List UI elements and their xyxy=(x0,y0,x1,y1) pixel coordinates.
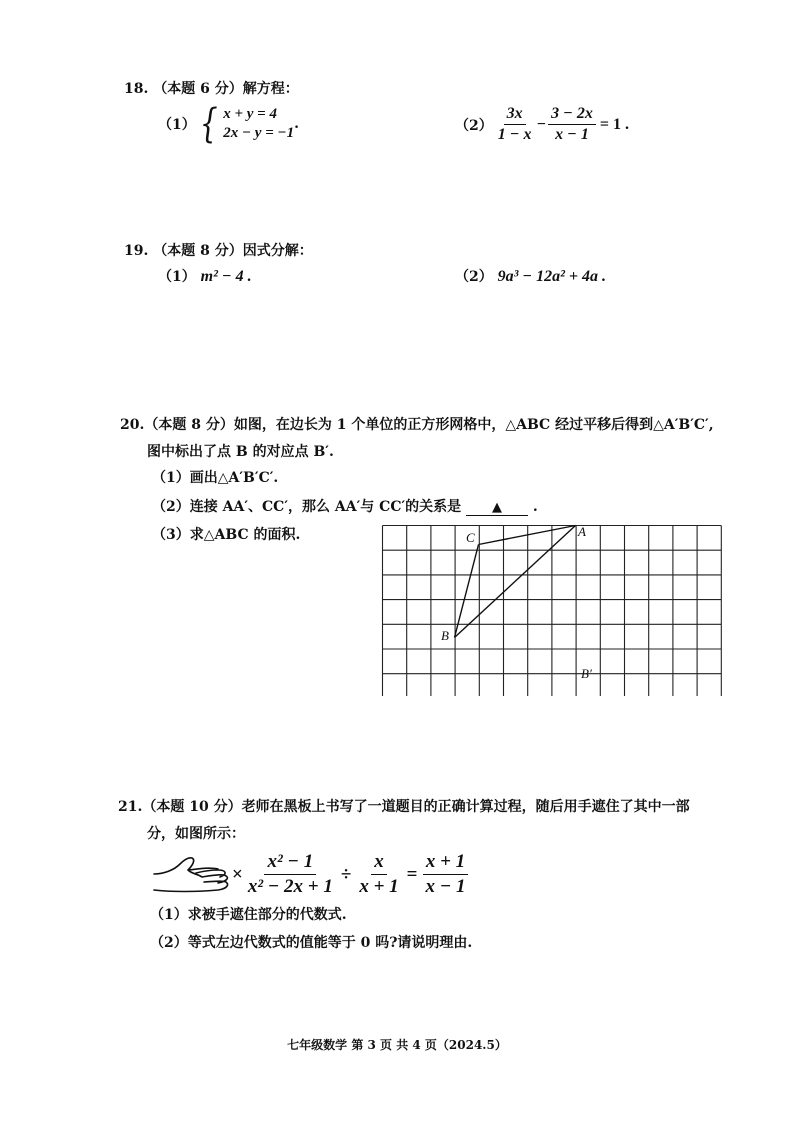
grid-figure xyxy=(378,518,728,696)
fraction-1: $\frac{\text{x² − 1}}{\text{x² − 2x + 1}}$ xyxy=(247,851,333,897)
q19-header xyxy=(124,240,313,260)
q20-text-1: （本题 8 分）如图，在边长为 1 个单位的正方形网格中，△ABC 经过平移后得到△A′B′C′, xyxy=(144,417,714,433)
q20-part2 xyxy=(152,496,538,516)
equation-rhs: = 1 . xyxy=(599,115,629,133)
fraction-3x: $\frac{3x}{1 - x}$ xyxy=(497,105,532,143)
q19-part2-label: （2） xyxy=(455,269,493,285)
q20-part2-text: （2）连接 AA′、CC′，那么 AA′与 CC′的关系是 xyxy=(152,499,462,515)
triangle-icon: ▲ xyxy=(492,500,503,515)
q19-part1-label: （1） xyxy=(158,269,196,285)
q20-part2-end: . xyxy=(532,499,538,515)
q21-expression xyxy=(232,852,470,897)
q21-number: 21. xyxy=(118,799,143,815)
hand-icon xyxy=(152,852,234,896)
q18-part2-label: （2） xyxy=(455,117,493,134)
equals-sign: = xyxy=(406,863,418,885)
page-footer: 七年级数学 第 3 页 共 4 页（2024.5） xyxy=(287,1038,507,1052)
brace-icon: { xyxy=(199,101,218,147)
minus-sign: − xyxy=(536,115,547,133)
q21-text-1: （本题 10 分）老师在黑板上书写了一道题目的正确计算过程，随后用手遮住了其中一部 xyxy=(142,799,690,815)
q20-part3: （3）求△ABC 的面积. xyxy=(152,527,301,543)
q18-title: （本题 6 分）解方程： xyxy=(153,81,299,97)
grid-lines xyxy=(383,526,722,697)
q18-part1-end: . xyxy=(294,116,299,132)
fraction-3: $\frac{x + 1}{x - 1}$ xyxy=(422,852,468,897)
divide-sign: ÷ xyxy=(340,863,352,885)
q19-title: （本题 8 分）因式分解： xyxy=(153,243,313,259)
q19-part2 xyxy=(455,266,606,286)
point-b-label: B xyxy=(441,628,449,643)
q18-part2 xyxy=(455,106,629,143)
q21-part2: （2）等式左边代数式的值能等于 0 吗?请说明理由. xyxy=(150,935,473,951)
q18-number: 18. xyxy=(124,81,149,97)
q20-part1: （1）画出△A′B′C′. xyxy=(152,470,279,486)
q19-number: 19. xyxy=(124,243,149,259)
q21-line2: 分，如图所示： xyxy=(147,826,245,842)
q21-part1: （1）求被手遮住部分的代数式. xyxy=(150,907,347,923)
q18-part1-label: （1） xyxy=(158,117,196,133)
side-bc xyxy=(455,545,479,638)
q18-part1 xyxy=(158,101,299,147)
side-ca xyxy=(479,526,576,545)
equation-2: 2x − y = −1 xyxy=(223,125,295,141)
q20-number: 20. xyxy=(120,417,145,433)
fraction-3-2x: $\frac{3 - 2x}{x - 1}$ xyxy=(548,106,596,143)
answer-blank[interactable] xyxy=(466,501,528,516)
equation-system xyxy=(196,101,295,147)
point-c-label: C xyxy=(466,530,475,545)
point-bprime-label: B′ xyxy=(581,666,592,681)
q21-line1 xyxy=(118,796,690,816)
times-sign: × xyxy=(232,863,243,885)
q19-part1 xyxy=(158,266,252,286)
q19-part2-expr: 9a³ − 12a² + 4a . xyxy=(497,268,607,285)
q20-line2: 图中标出了点 B 的对应点 B′. xyxy=(147,444,334,460)
q20-line1 xyxy=(120,414,714,434)
point-a-label: A xyxy=(578,524,586,539)
fraction-2: $\frac{x}{x + 1}$ xyxy=(359,851,399,897)
q19-part1-expr: m² − 4 . xyxy=(200,268,252,285)
equation-1: x + y = 4 xyxy=(223,106,277,122)
q18-header xyxy=(124,78,299,98)
